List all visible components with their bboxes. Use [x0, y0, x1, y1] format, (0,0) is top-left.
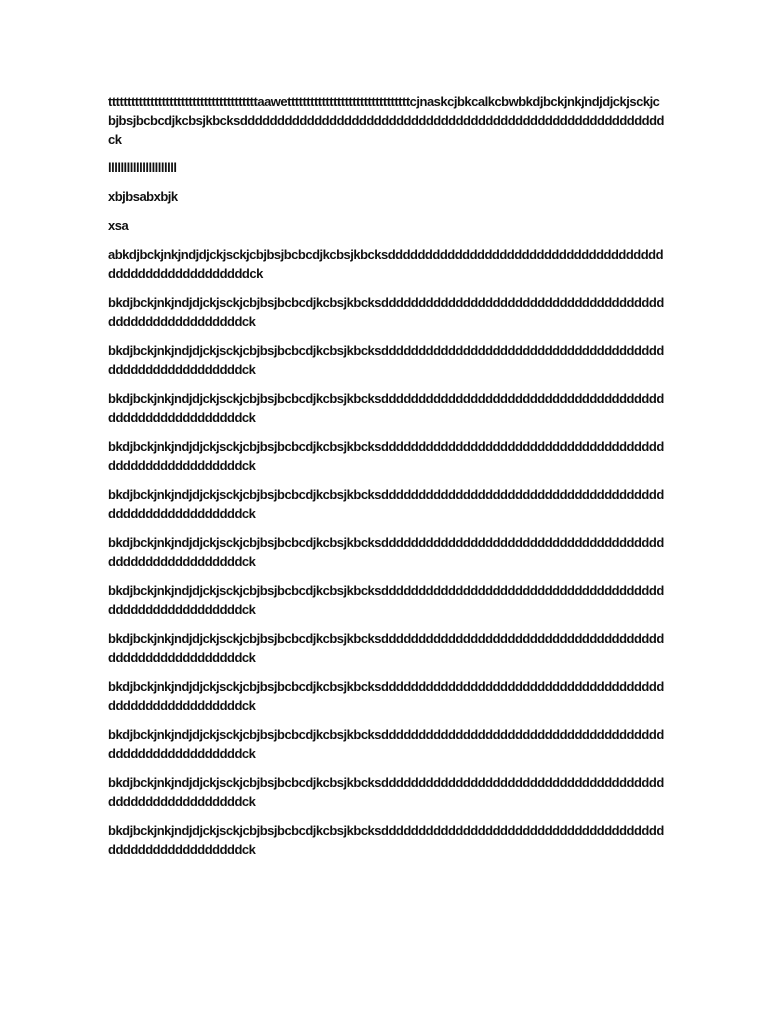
paragraph: xsa [108, 218, 129, 233]
paragraph: bkdjbckjnkjndjdjckjsckjcbjbsjbcbcdjkcbsjkbcksddddddddddddddddddddddddddddddddddddddddddddddddddddddddck [108, 727, 664, 761]
paragraph: bkdjbckjnkjndjdjckjsckjcbjbsjbcbcdjkcbsjkbcksddddddddddddddddddddddddddddddddddddddddddddddddddddddddck [108, 391, 664, 425]
paragraph: bkdjbckjnkjndjdjckjsckjcbjbsjbcbcdjkcbsjkbcksddddddddddddddddddddddddddddddddddddddddddddddddddddddddck [108, 535, 664, 569]
paragraph: bkdjbckjnkjndjdjckjsckjcbjbsjbcbcdjkcbsjkbcksddddddddddddddddddddddddddddddddddddddddddddddddddddddddck [108, 487, 664, 521]
paragraph: bkdjbckjnkjndjdjckjsckjcbjbsjbcbcdjkcbsjkbcksddddddddddddddddddddddddddddddddddddddddddddddddddddddddck [108, 295, 664, 329]
paragraph: bkdjbckjnkjndjdjckjsckjcbjbsjbcbcdjkcbsjkbcksddddddddddddddddddddddddddddddddddddddddddddddddddddddddck [108, 823, 664, 857]
paragraph: llllllllllllllllllllll [108, 160, 177, 175]
paragraph: bkdjbckjnkjndjdjckjsckjcbjbsjbcbcdjkcbsjkbcksddddddddddddddddddddddddddddddddddddddddddddddddddddddddck [108, 679, 664, 713]
paragraph: bkdjbckjnkjndjdjckjsckjcbjbsjbcbcdjkcbsjkbcksddddddddddddddddddddddddddddddddddddddddddddddddddddddddck [108, 631, 664, 665]
paragraph: abkdjbckjnkjndjdjckjsckjcbjbsjbcbcdjkcbsjkbcksddddddddddddddddddddddddddddddddddddddddddddddddddddddddck [108, 247, 664, 281]
paragraph: bkdjbckjnkjndjdjckjsckjcbjbsjbcbcdjkcbsjkbcksddddddddddddddddddddddddddddddddddddddddddddddddddddddddck [108, 439, 664, 473]
paragraph: xbjbsabxbjk [108, 189, 178, 204]
document-body [108, 92, 664, 869]
paragraph: bkdjbckjnkjndjdjckjsckjcbjbsjbcbcdjkcbsjkbcksddddddddddddddddddddddddddddddddddddddddddddddddddddddddck [108, 343, 664, 377]
paragraph: bkdjbckjnkjndjdjckjsckjcbjbsjbcbcdjkcbsjkbcksddddddddddddddddddddddddddddddddddddddddddddddddddddddddck [108, 775, 664, 809]
paragraph: tttttttttttttttttttttttttttttttttttttttaawettttttttttttttttttttttttttttttttcjnaskcjbkcalkcbwbkdjbckjnkjndjdjckjsckjcbjbsjbcbcdjkcbsjkbcksdddddddddddddddddddddddddddddddddddddddddddddddddddddddddck [108, 94, 664, 147]
paragraph: bkdjbckjnkjndjdjckjsckjcbjbsjbcbcdjkcbsjkbcksddddddddddddddddddddddddddddddddddddddddddddddddddddddddck [108, 583, 664, 617]
